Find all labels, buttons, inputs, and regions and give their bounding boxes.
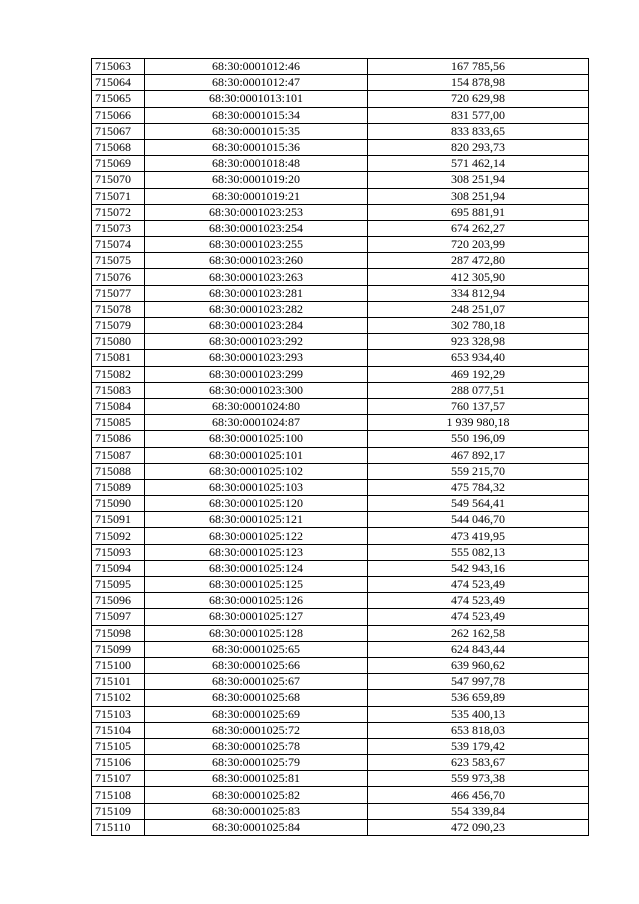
row-number-cell: 715087 (92, 447, 145, 463)
value-cell: 262 162,58 (368, 625, 589, 641)
cadastral-number-cell: 68:30:0001012:47 (145, 75, 368, 91)
value-cell: 623 583,67 (368, 755, 589, 771)
value-cell: 473 419,95 (368, 528, 589, 544)
value-cell: 288 077,51 (368, 382, 589, 398)
cadastral-number-cell: 68:30:0001012:46 (145, 59, 368, 75)
value-cell: 653 934,40 (368, 350, 589, 366)
row-number-cell: 715095 (92, 577, 145, 593)
row-number-cell: 715070 (92, 172, 145, 188)
value-cell: 308 251,94 (368, 172, 589, 188)
table-row (92, 172, 589, 188)
row-number-cell: 715068 (92, 139, 145, 155)
row-number-cell: 715094 (92, 560, 145, 576)
table-row (92, 803, 589, 819)
value-cell: 760 137,57 (368, 398, 589, 414)
cadastral-number-cell: 68:30:0001013:101 (145, 91, 368, 107)
row-number-cell: 715074 (92, 237, 145, 253)
table-row (92, 819, 589, 835)
row-number-cell: 715086 (92, 431, 145, 447)
cadastral-number-cell: 68:30:0001023:300 (145, 382, 368, 398)
table-row (92, 560, 589, 576)
value-cell: 467 892,17 (368, 447, 589, 463)
table-row (92, 107, 589, 123)
table-row (92, 123, 589, 139)
row-number-cell: 715081 (92, 350, 145, 366)
cadastral-number-cell: 68:30:0001023:263 (145, 269, 368, 285)
row-number-cell: 715063 (92, 59, 145, 75)
value-cell: 466 456,70 (368, 787, 589, 803)
row-number-cell: 715076 (92, 269, 145, 285)
table-row (92, 657, 589, 673)
table-row (92, 722, 589, 738)
row-number-cell: 715104 (92, 722, 145, 738)
value-cell: 542 943,16 (368, 560, 589, 576)
row-number-cell: 715092 (92, 528, 145, 544)
row-number-cell: 715091 (92, 512, 145, 528)
row-number-cell: 715073 (92, 220, 145, 236)
row-number-cell: 715065 (92, 91, 145, 107)
table-row (92, 738, 589, 754)
row-number-cell: 715077 (92, 285, 145, 301)
cadastral-number-cell: 68:30:0001019:20 (145, 172, 368, 188)
cadastral-number-cell: 68:30:0001025:128 (145, 625, 368, 641)
row-number-cell: 715071 (92, 188, 145, 204)
row-number-cell: 715069 (92, 156, 145, 172)
cadastral-number-cell: 68:30:0001023:292 (145, 334, 368, 350)
table-row (92, 496, 589, 512)
row-number-cell: 715089 (92, 479, 145, 495)
table-row (92, 528, 589, 544)
cadastral-number-cell: 68:30:0001025:81 (145, 771, 368, 787)
cadastral-number-cell: 68:30:0001015:36 (145, 139, 368, 155)
cadastral-number-cell: 68:30:0001025:69 (145, 706, 368, 722)
table-row (92, 318, 589, 334)
value-cell: 334 812,94 (368, 285, 589, 301)
value-cell: 720 629,98 (368, 91, 589, 107)
cadastral-number-cell: 68:30:0001024:80 (145, 398, 368, 414)
cadastral-number-cell: 68:30:0001025:67 (145, 674, 368, 690)
row-number-cell: 715101 (92, 674, 145, 690)
table-row (92, 479, 589, 495)
value-cell: 720 203,99 (368, 237, 589, 253)
cadastral-number-cell: 68:30:0001025:100 (145, 431, 368, 447)
table-row (92, 674, 589, 690)
cadastral-number-cell: 68:30:0001025:102 (145, 463, 368, 479)
cadastral-number-cell: 68:30:0001025:65 (145, 641, 368, 657)
row-number-cell: 715084 (92, 398, 145, 414)
cadastral-number-cell: 68:30:0001025:68 (145, 690, 368, 706)
table-row (92, 398, 589, 414)
cadastral-number-cell: 68:30:0001015:34 (145, 107, 368, 123)
row-number-cell: 715100 (92, 657, 145, 673)
value-cell: 554 339,84 (368, 803, 589, 819)
table-row (92, 156, 589, 172)
cadastral-number-cell: 68:30:0001015:35 (145, 123, 368, 139)
table-row (92, 204, 589, 220)
row-number-cell: 715085 (92, 415, 145, 431)
row-number-cell: 715078 (92, 301, 145, 317)
row-number-cell: 715106 (92, 755, 145, 771)
cadastral-value-table (91, 58, 589, 836)
value-cell: 653 818,03 (368, 722, 589, 738)
cadastral-number-cell: 68:30:0001023:293 (145, 350, 368, 366)
row-number-cell: 715105 (92, 738, 145, 754)
row-number-cell: 715090 (92, 496, 145, 512)
table-row (92, 431, 589, 447)
value-cell: 674 262,27 (368, 220, 589, 236)
value-cell: 472 090,23 (368, 819, 589, 835)
cadastral-number-cell: 68:30:0001025:121 (145, 512, 368, 528)
value-cell: 624 843,44 (368, 641, 589, 657)
row-number-cell: 715107 (92, 771, 145, 787)
cadastral-number-cell: 68:30:0001025:72 (145, 722, 368, 738)
row-number-cell: 715110 (92, 819, 145, 835)
row-number-cell: 715088 (92, 463, 145, 479)
table-row (92, 641, 589, 657)
cadastral-number-cell: 68:30:0001025:125 (145, 577, 368, 593)
cadastral-number-cell: 68:30:0001025:101 (145, 447, 368, 463)
value-cell: 547 997,78 (368, 674, 589, 690)
table-row (92, 75, 589, 91)
row-number-cell: 715108 (92, 787, 145, 803)
cadastral-number-cell: 68:30:0001025:123 (145, 544, 368, 560)
cadastral-number-cell: 68:30:0001025:120 (145, 496, 368, 512)
value-cell: 831 577,00 (368, 107, 589, 123)
table-row (92, 755, 589, 771)
table-row (92, 285, 589, 301)
cadastral-number-cell: 68:30:0001018:48 (145, 156, 368, 172)
value-cell: 412 305,90 (368, 269, 589, 285)
value-cell: 248 251,07 (368, 301, 589, 317)
cadastral-number-cell: 68:30:0001025:82 (145, 787, 368, 803)
row-number-cell: 715098 (92, 625, 145, 641)
table-row (92, 577, 589, 593)
row-number-cell: 715109 (92, 803, 145, 819)
cadastral-number-cell: 68:30:0001019:21 (145, 188, 368, 204)
cadastral-number-cell: 68:30:0001025:124 (145, 560, 368, 576)
cadastral-number-cell: 68:30:0001025:84 (145, 819, 368, 835)
table-row (92, 237, 589, 253)
cadastral-number-cell: 68:30:0001024:87 (145, 415, 368, 431)
value-cell: 535 400,13 (368, 706, 589, 722)
cadastral-number-cell: 68:30:0001025:79 (145, 755, 368, 771)
value-cell: 555 082,13 (368, 544, 589, 560)
table-row (92, 269, 589, 285)
value-cell: 539 179,42 (368, 738, 589, 754)
value-cell: 549 564,41 (368, 496, 589, 512)
table-row (92, 301, 589, 317)
cadastral-number-cell: 68:30:0001023:281 (145, 285, 368, 301)
row-number-cell: 715097 (92, 609, 145, 625)
table-row (92, 366, 589, 382)
cadastral-number-cell: 68:30:0001023:253 (145, 204, 368, 220)
table-row (92, 625, 589, 641)
table-row (92, 609, 589, 625)
table-row (92, 139, 589, 155)
row-number-cell: 715103 (92, 706, 145, 722)
table-row (92, 690, 589, 706)
row-number-cell: 715099 (92, 641, 145, 657)
row-number-cell: 715080 (92, 334, 145, 350)
value-cell: 923 328,98 (368, 334, 589, 350)
value-cell: 544 046,70 (368, 512, 589, 528)
row-number-cell: 715102 (92, 690, 145, 706)
value-cell: 833 833,65 (368, 123, 589, 139)
table-row (92, 350, 589, 366)
cadastral-number-cell: 68:30:0001025:103 (145, 479, 368, 495)
cadastral-number-cell: 68:30:0001023:254 (145, 220, 368, 236)
table-row (92, 59, 589, 75)
row-number-cell: 715083 (92, 382, 145, 398)
value-cell: 639 960,62 (368, 657, 589, 673)
cadastral-number-cell: 68:30:0001023:255 (145, 237, 368, 253)
value-cell: 571 462,14 (368, 156, 589, 172)
table-row (92, 188, 589, 204)
value-cell: 474 523,49 (368, 577, 589, 593)
value-cell: 167 785,56 (368, 59, 589, 75)
table-row (92, 447, 589, 463)
value-cell: 559 973,38 (368, 771, 589, 787)
cadastral-number-cell: 68:30:0001025:66 (145, 657, 368, 673)
cadastral-number-cell: 68:30:0001025:127 (145, 609, 368, 625)
table-body (92, 59, 589, 836)
value-cell: 475 784,32 (368, 479, 589, 495)
row-number-cell: 715075 (92, 253, 145, 269)
row-number-cell: 715066 (92, 107, 145, 123)
table-row (92, 593, 589, 609)
value-cell: 550 196,09 (368, 431, 589, 447)
cadastral-number-cell: 68:30:0001023:299 (145, 366, 368, 382)
row-number-cell: 715096 (92, 593, 145, 609)
table-row (92, 415, 589, 431)
cadastral-number-cell: 68:30:0001023:260 (145, 253, 368, 269)
cadastral-number-cell: 68:30:0001025:83 (145, 803, 368, 819)
cadastral-number-cell: 68:30:0001025:126 (145, 593, 368, 609)
value-cell: 820 293,73 (368, 139, 589, 155)
cadastral-number-cell: 68:30:0001023:284 (145, 318, 368, 334)
table-row (92, 544, 589, 560)
row-number-cell: 715093 (92, 544, 145, 560)
cadastral-number-cell: 68:30:0001025:122 (145, 528, 368, 544)
row-number-cell: 715079 (92, 318, 145, 334)
table-row (92, 787, 589, 803)
value-cell: 1 939 980,18 (368, 415, 589, 431)
table-row (92, 512, 589, 528)
table-row (92, 334, 589, 350)
table-row (92, 253, 589, 269)
table-row (92, 706, 589, 722)
row-number-cell: 715072 (92, 204, 145, 220)
value-cell: 308 251,94 (368, 188, 589, 204)
value-cell: 474 523,49 (368, 593, 589, 609)
table-row (92, 382, 589, 398)
value-cell: 469 192,29 (368, 366, 589, 382)
value-cell: 474 523,49 (368, 609, 589, 625)
table-row (92, 91, 589, 107)
value-cell: 536 659,89 (368, 690, 589, 706)
cadastral-number-cell: 68:30:0001023:282 (145, 301, 368, 317)
table-row (92, 771, 589, 787)
value-cell: 559 215,70 (368, 463, 589, 479)
value-cell: 154 878,98 (368, 75, 589, 91)
row-number-cell: 715064 (92, 75, 145, 91)
value-cell: 695 881,91 (368, 204, 589, 220)
row-number-cell: 715067 (92, 123, 145, 139)
value-cell: 302 780,18 (368, 318, 589, 334)
table-row (92, 220, 589, 236)
row-number-cell: 715082 (92, 366, 145, 382)
table-row (92, 463, 589, 479)
cadastral-number-cell: 68:30:0001025:78 (145, 738, 368, 754)
value-cell: 287 472,80 (368, 253, 589, 269)
